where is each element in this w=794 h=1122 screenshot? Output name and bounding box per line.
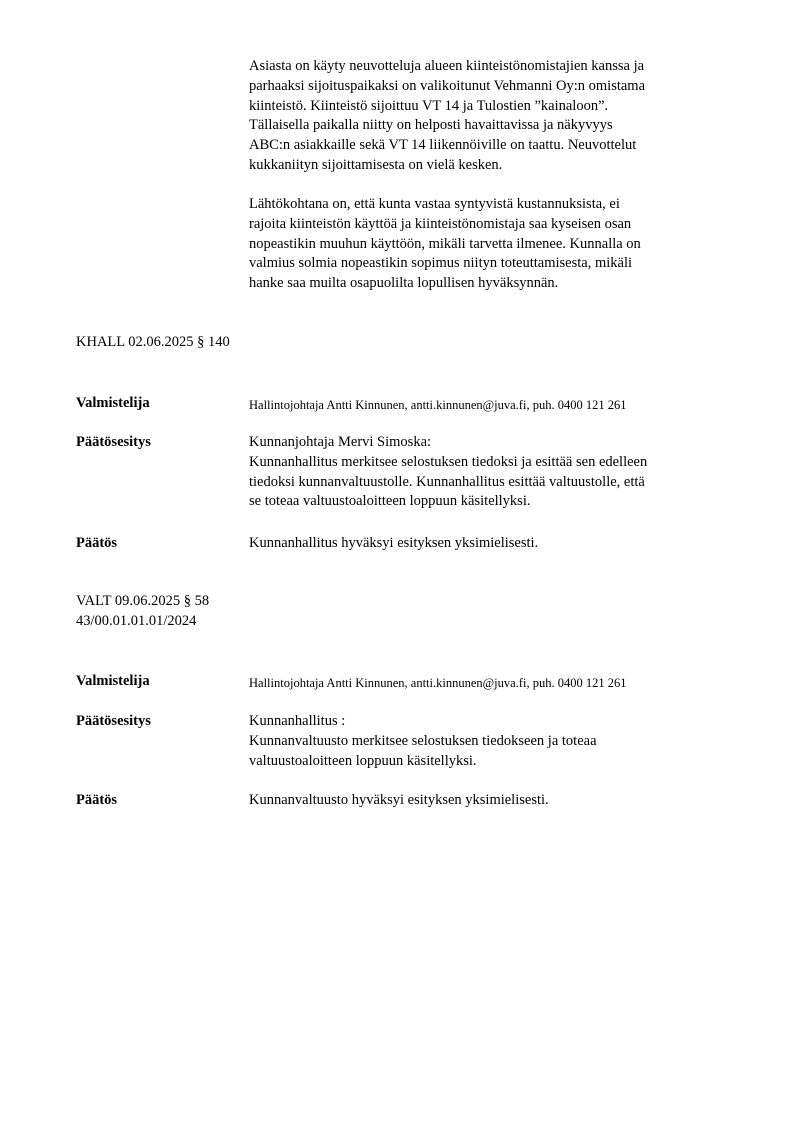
preparer-text: Hallintojohtaja Antti Kinnunen, antti.kinnunen@juva.fi, puh. 0400 121 261: [249, 676, 627, 690]
decision-label: Päätös: [76, 792, 118, 808]
proposal-text: [249, 712, 597, 771]
text-line: Kunnanvaltuusto merkitsee selostuksen tiedokseen ja toteaa: [249, 732, 597, 749]
text-line: Lähtökohtana on, että kunta vastaa syntyvistä kustannuksista, ei: [249, 196, 620, 212]
text-line: rajoita kiinteistön käyttöä ja kiinteistönomistaja saa kyseisen osan: [249, 215, 632, 232]
decision-label: Päätös: [76, 535, 118, 551]
decision-text: Kunnanhallitus hyväksyi esityksen yksimielisesti.: [249, 535, 539, 551]
text-line: se toteaa valtuustoaloitteen loppuun käsitellyksi.: [249, 493, 531, 510]
intro-paragraph-1: [249, 57, 729, 176]
text-line: Kunnanhallitus :: [249, 713, 346, 729]
proposal-label: Päätösesitys: [76, 434, 151, 450]
text-line: tiedoksi kunnanvaltuustolle. Kunnanhallitus esittää valtuustolle, että: [249, 473, 645, 490]
proposal-text: [249, 433, 647, 512]
text-line: hanke saa muilta osapuolilta lopullisen hyväksynnän.: [249, 275, 559, 292]
text-line: Asiasta on käyty neuvotteluja alueen kiinteistönomistajien kanssa ja: [249, 58, 645, 74]
proposal-label: Päätösesitys: [76, 713, 151, 729]
text-line: nopeastikin muuhun käyttöön, mikäli tarvetta ilmenee. Kunnalla on: [249, 235, 641, 252]
valt-meeting-heading: VALT 09.06.2025 § 58: [76, 593, 210, 609]
valt-reference-number: 43/00.01.01.01/2024: [76, 613, 197, 629]
text-line: kiinteistö. Kiinteistö sijoittuu VT 14 ja Tulostien ”kainaloon”.: [249, 97, 609, 114]
text-line: valmius solmia nopeastikin sopimus niityn toteuttamisesta, mikäli: [249, 255, 633, 272]
decision-text: Kunnanvaltuusto hyväksyi esityksen yksimielisesti.: [249, 792, 549, 808]
preparer-label: Valmistelija: [76, 673, 150, 689]
text-line: Kunnanjohtaja Mervi Simoska:: [249, 434, 432, 450]
text-line: parhaaksi sijoituspaikaksi on valikoitunut Vehmanni Oy:n omistama: [249, 77, 646, 94]
text-line: Kunnanhallitus merkitsee selostuksen tiedoksi ja esittää sen edelleen: [249, 453, 648, 470]
preparer-label: Valmistelija: [76, 395, 150, 411]
text-line: ABC:n asiakkaille sekä VT 14 liikennöiville on taattu. Neuvottelut: [249, 137, 637, 154]
khall-meeting-heading: KHALL 02.06.2025 § 140: [76, 334, 230, 350]
preparer-text: Hallintojohtaja Antti Kinnunen, antti.kinnunen@juva.fi, puh. 0400 121 261: [249, 398, 627, 412]
text-line: kukkaniityn sijoittamisesta on vielä kesken.: [249, 156, 503, 173]
text-line: Tällaisella paikalla niitty on helposti havaittavissa ja näkyvyys: [249, 117, 613, 134]
intro-paragraph-2: [249, 195, 729, 294]
text-line: valtuustoaloitteen loppuun käsitellyksi.: [249, 752, 477, 769]
